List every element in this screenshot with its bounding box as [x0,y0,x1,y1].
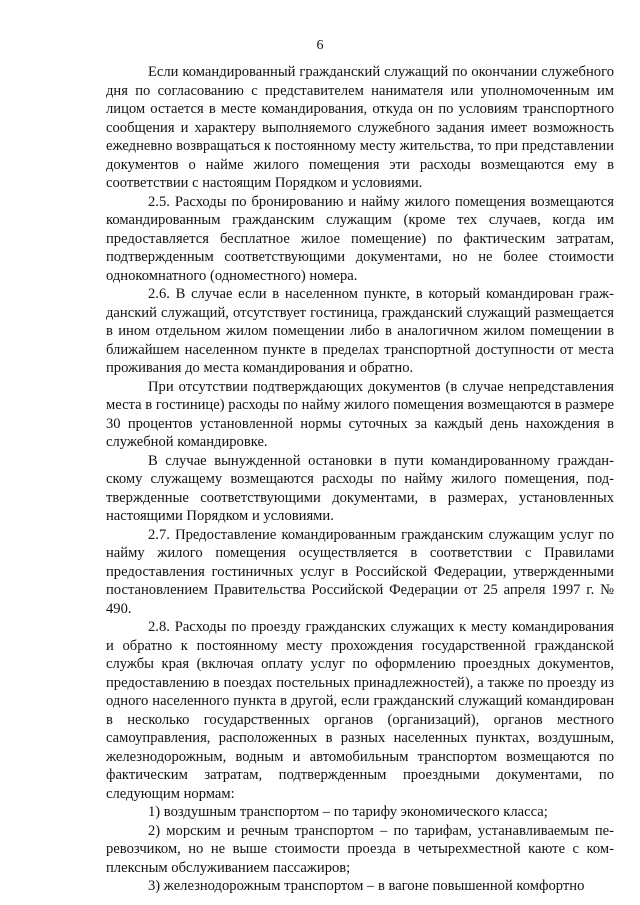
paragraph: При отсутствии подтверждающих документов (в случае непредставления места в гостинице) расходы по найму жилого помещения возмещаются в размере 30 процентов установленной нормы суточных за каждый день нахождения в служебной командировке. [106,378,614,450]
document-body [106,63,614,896]
paragraph: 2.7. Предоставление командированным гражданским служащим услуг по найму жилого помещения осуществляется в соответствии с Правилами предоставления гостиничных услуг в Российской Федерации, утвержденными постановлением Правительства Российской Федерации от 25 апреля 1997 г. № 490. [106,526,614,617]
list-item: 3) железнодорожным транспортом – в вагоне повышенной комфортно [148,878,585,894]
paragraph: 2.6. В случае если в населенном пункте, в который командирован гражданский служащий, отсутствует гостиница, гражданский служащий размещается в ином отдельном жилом помещении либо в аналогичном жилом помещении в ближайшем населенном пункте в пределах транспортной доступности от места проживания до места командирования и обратно. [106,286,614,376]
page-number: 6 [316,38,324,53]
list-item: 2) морским и речным транспортом – по тарифам, устанавливаемым перевозчиком, но не выше стоимости проезда в четырехместной каюте с комплексным обслуживанием пассажиров; [106,822,614,876]
paragraph: 2.5. Расходы по бронированию и найму жилого помещения возмещаются командированным гражданским служащим (кроме тех случаев, когда им предоставляется бесплатное жилое помещение) по фактическим затратам, подтвержденным соответствующими документами, но не более стоимости однокомнатного (одноместного) номера. [106,193,614,284]
paragraph: 2.8. Расходы по проезду гражданских служащих к месту командирования и обратно к постоянному месту прохождения государственной гражданской службы края (включая оплату услуг по оформлению проездных документов, предоставлению в поездах постельных принадлежностей), а также по проезду из одного населенного пункта в другой, если гражданский служащий командирован в несколько государственных органов (организаций), органов местного самоуправления, расположенных в разных населенных пунктах, воздушным, железнодорожным, водным и автомобильным транспортом возмещаются по фактическим затратам, подтвержденным проездными документами, по следующим нормам: [106,619,614,802]
paragraph: В случае вынужденной остановки в пути командированному гражданскому служащему возмещаются расходы по найму жилого помещения, подтвержденные соответствующими документами, в размерах, установленных настоящими Порядком и условиями. [106,452,614,524]
paragraph: Если командированный гражданский служащий по окончании служебного дня по согласованию с представителем нанимателя или уполномоченным им лицом остается в месте командирования, откуда он по условиям транспортного сообщения и характеру выполняемого служебного задания имеет возможность ежедневно возвращаться к постоянному месту жительства, то при представлении документов о найме жилого помещения эти расходы возмещаются ему в соответствии с настоящим Порядком и условиями. [106,64,614,191]
list-item: 1) воздушным транспортом – по тарифу экономического класса; [148,804,548,820]
